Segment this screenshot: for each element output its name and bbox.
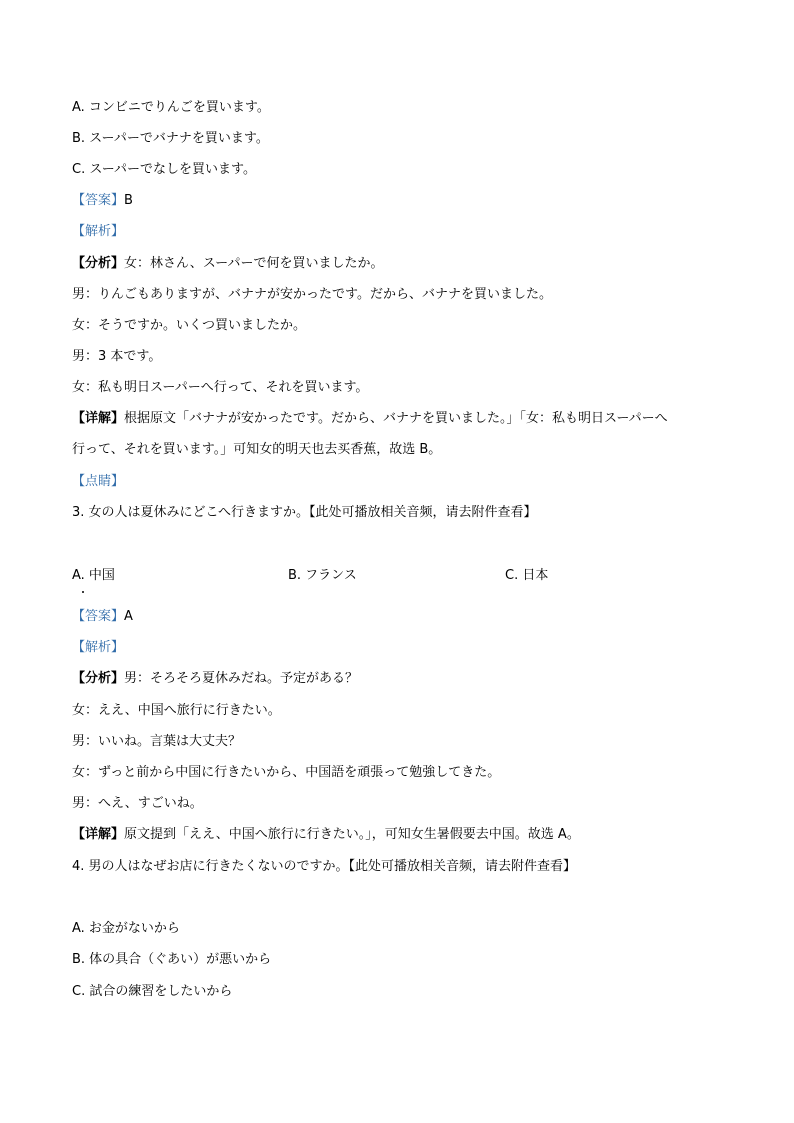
dialogue-line: 男：いいね。言葉は大丈夫？ <box>72 734 242 749</box>
q3-breakdown-line <box>72 670 358 688</box>
answer-label: 【答案】 <box>72 609 125 624</box>
dialogue-line: 男：3 本です。 <box>72 349 162 364</box>
q2-option-a: A. コンビニでりんごを買います。 <box>72 100 270 115</box>
dialogue-line: 男：りんごもありますが、バナナが安かったです。だから、バナナを買いました。 <box>72 287 552 302</box>
q2-detail-line <box>72 410 668 428</box>
stray-dot <box>82 591 84 593</box>
q3-option-b: B. フランス <box>288 568 357 583</box>
dialogue-line: 女：そうですか。いくつ買いましたか。 <box>72 318 307 333</box>
detail-label: 【详解】 <box>72 411 125 426</box>
dialogue-line: 男：そろそろ夏休みだね。予定がある？ <box>124 671 359 686</box>
q4-option-b: B. 体の具合（ぐあい）が悪いから <box>72 952 272 967</box>
q3-option-c: C. 日本 <box>505 568 549 583</box>
q4-question: 4. 男の人はなぜお店に行きたくないのですか。【此处可播放相关音频，请去附件查看】 <box>72 859 577 874</box>
dialogue-line: 女：ずっと前から中国に行きたいから、中国語を頑張って勉強してきた。 <box>72 765 501 780</box>
answer-label: 【答案】 <box>72 193 125 208</box>
detail-text: 根据原文「バナナが安かったです。だから、バナナを買いました。」「女：私も明日スーパーへ <box>124 411 668 426</box>
q3-analysis-label: 【解析】 <box>72 640 125 655</box>
dialogue-line: 男：へえ、すごいね。 <box>72 796 203 811</box>
detail-text: 原文提到「ええ、中国へ旅行に行きたい。」，可知女生暑假要去中国。故选 A。 <box>124 827 580 842</box>
q4-option-c: C. 試合の練習をしたいから <box>72 984 233 999</box>
q2-breakdown-line <box>72 255 384 273</box>
q2-tip-label: 【点睛】 <box>72 474 125 489</box>
detail-label: 【详解】 <box>72 827 125 842</box>
q3-answer-line <box>72 608 133 626</box>
q2-answer-line <box>72 192 133 210</box>
q2-analysis-label: 【解析】 <box>72 224 125 239</box>
detail-text-cont: 行って、それを買います。」可知女的明天也去买香蕉，故选 B。 <box>72 442 442 457</box>
dialogue-line: 女：林さん、スーパーで何を買いましたか。 <box>124 256 384 271</box>
q3-option-a: A. 中国 <box>72 568 115 583</box>
answer-value: A <box>124 609 133 624</box>
breakdown-label: 【分析】 <box>72 671 125 686</box>
dialogue-line: 女：ええ、中国へ旅行に行きたい。 <box>72 703 281 718</box>
breakdown-label: 【分析】 <box>72 256 125 271</box>
dialogue-line: 女：私も明日スーパーへ行って、それを買います。 <box>72 380 369 395</box>
q3-detail-line <box>72 826 580 844</box>
answer-value: B <box>124 193 133 208</box>
q3-question: 3. 女の人は夏休みにどこへ行きますか。【此处可播放相关音频，请去附件查看】 <box>72 505 537 520</box>
q2-option-c: C. スーパーでなしを買います。 <box>72 162 257 177</box>
q4-option-a: A. お金がないから <box>72 921 180 936</box>
q2-option-b: B. スーパーでバナナを買います。 <box>72 131 269 146</box>
